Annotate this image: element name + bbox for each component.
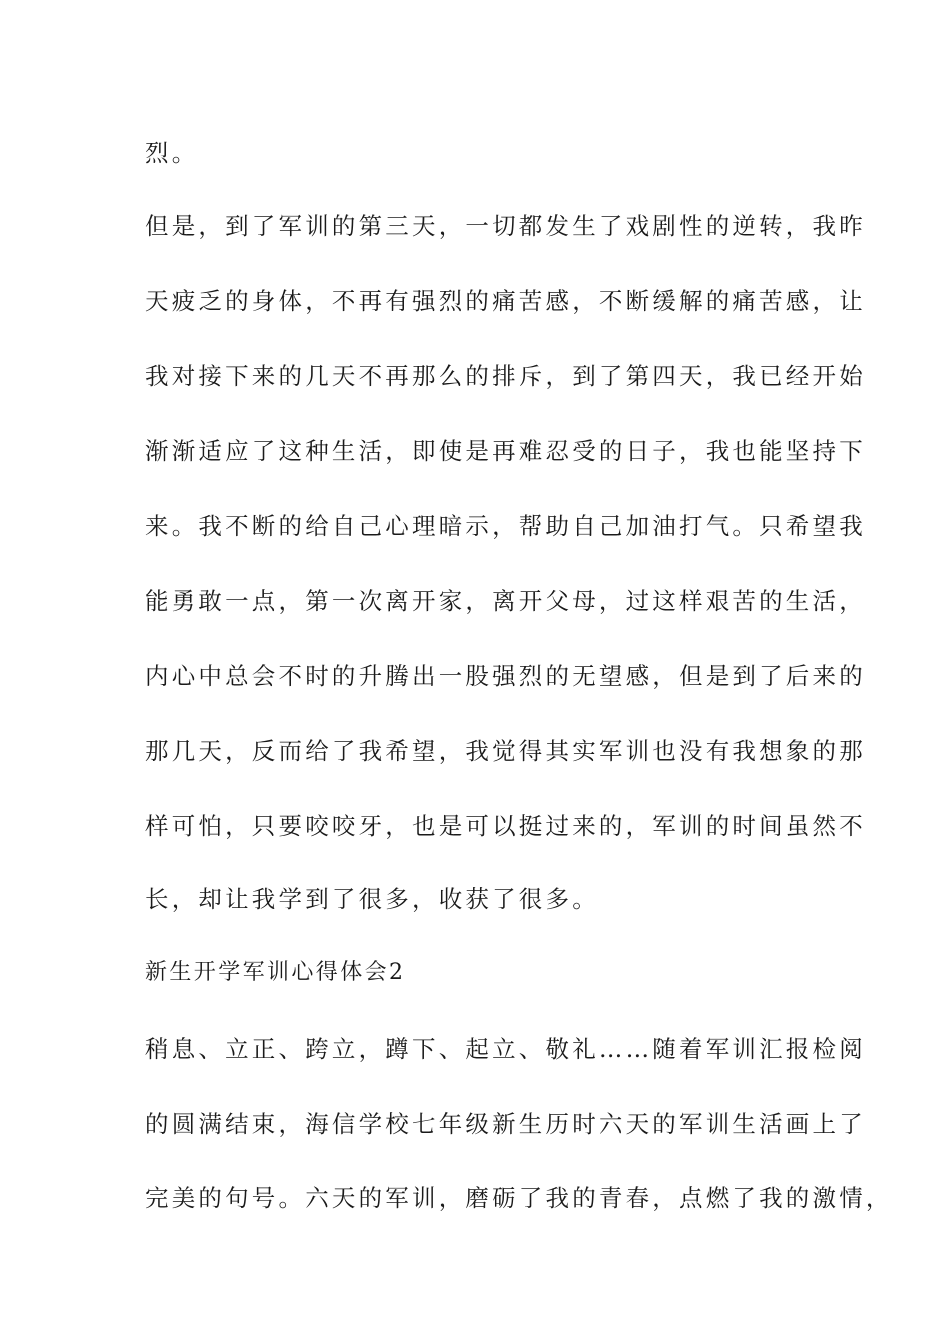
paragraph-line: 的圆满结束，海信学校七年级新生历时六天的军训生活画上了 bbox=[145, 1110, 866, 1138]
paragraph-line: 能勇敢一点，第一次离开家，离开父母，过这样艰苦的生活， bbox=[145, 587, 866, 615]
paragraph-line: 样可怕，只要咬咬牙，也是可以挺过来的，军训的时间虽然不 bbox=[145, 812, 866, 840]
paragraph-line: 完美的句号。六天的军训，磨砺了我的青春，点燃了我的激情， bbox=[145, 1184, 893, 1212]
paragraph-line: 长，却让我学到了很多，收获了很多。 bbox=[145, 885, 599, 913]
paragraph-line: 天疲乏的身体，不再有强烈的痛苦感，不断缓解的痛苦感，让 bbox=[145, 287, 866, 315]
paragraph-line: 内心中总会不时的升腾出一股强烈的无望感，但是到了后来的 bbox=[145, 662, 866, 690]
paragraph-line: 渐渐适应了这种生活，即使是再难忍受的日子，我也能坚持下 bbox=[145, 437, 866, 465]
paragraph-line: 烈。 bbox=[145, 139, 199, 167]
paragraph-line: 但是，到了军训的第三天，一切都发生了戏剧性的逆转，我昨 bbox=[145, 212, 866, 240]
paragraph-line: 我对接下来的几天不再那么的排斥，到了第四天，我已经开始 bbox=[145, 362, 866, 390]
paragraph-line: 来。我不断的给自己心理暗示，帮助自己加油打气。只希望我 bbox=[145, 512, 866, 540]
paragraph-line: 那几天，反而给了我希望，我觉得其实军训也没有我想象的那 bbox=[145, 737, 866, 765]
paragraph-line: 稍息、立正、跨立，蹲下、起立、敬礼……随着军训汇报检阅 bbox=[145, 1035, 866, 1063]
section-heading: 新生开学军训心得体会2 bbox=[145, 960, 406, 985]
